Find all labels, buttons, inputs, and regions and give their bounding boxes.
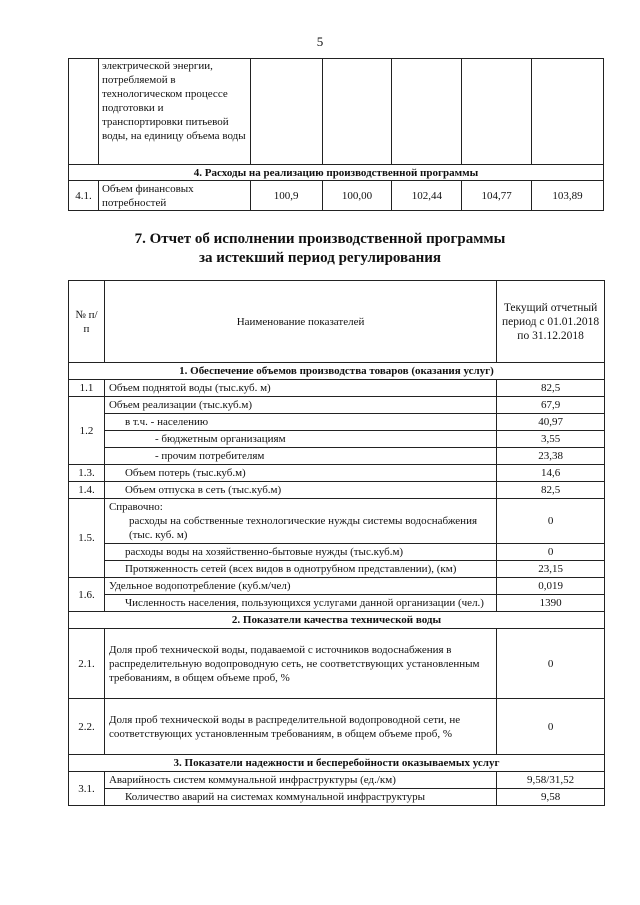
report-heading-line1: 7. Отчет об исполнении производственной программы xyxy=(134,231,506,247)
continued-indicator-text: электрической энергии, потребляемой в технологическом процессе подготовки и транспортировки питьевой воды, на единицу объема воды xyxy=(98,59,250,165)
value-cell: 67,9 xyxy=(497,397,605,414)
row-name: Удельное водопотребление (куб.м/чел) xyxy=(104,578,496,595)
table-row xyxy=(69,578,605,595)
section-3-title: 3. Показатели надежности и бесперебойности оказываемых услуг xyxy=(69,755,605,772)
row-number: 3.1. xyxy=(69,772,105,806)
table-row xyxy=(69,397,605,414)
report-table xyxy=(68,280,605,806)
row-number: 1.5. xyxy=(69,499,105,578)
page-number: 5 xyxy=(316,34,324,49)
report-heading-line2: за истекший период регулирования xyxy=(198,250,442,266)
row-name: Численность населения, пользующихся услугами данной организации (чел.) xyxy=(104,595,496,612)
row-number: 1.2 xyxy=(69,397,105,465)
value-cell: 40,97 xyxy=(497,414,605,431)
table-row xyxy=(69,59,604,165)
table-row xyxy=(69,629,605,699)
value-cell: 0 xyxy=(497,499,605,544)
row-name: Объем финансовых потребностей xyxy=(98,181,250,211)
header-period: Текущий отчетный период с 01.01.2018 по 31.12.2018 xyxy=(497,281,605,363)
row-number: 4.1. xyxy=(69,181,99,211)
table-row xyxy=(69,431,605,448)
table-row xyxy=(69,699,605,755)
value-cell: 14,6 xyxy=(497,465,605,482)
row-name: Количество аварий на системах коммунальной инфраструктуры xyxy=(104,789,496,806)
table-row xyxy=(69,595,605,612)
row-name: Объем поднятой воды (тыс.куб. м) xyxy=(104,380,496,397)
row-number: 2.2. xyxy=(69,699,105,755)
row-name: расходы воды на хозяйственно-бытовые нужды (тыс.куб.м) xyxy=(104,544,496,561)
table-row xyxy=(69,465,605,482)
value-cell: 0 xyxy=(497,544,605,561)
value-cell: 9,58/31,52 xyxy=(497,772,605,789)
value-cell: 3,55 xyxy=(497,431,605,448)
reference-label: Справочно: xyxy=(108,501,163,513)
table-row xyxy=(69,448,605,465)
value-cell: 1390 xyxy=(497,595,605,612)
header-name: Наименование показателей xyxy=(104,281,496,363)
value-cell: 102,44 xyxy=(392,181,462,211)
value-cell: 104,77 xyxy=(462,181,532,211)
value-cell: 23,38 xyxy=(497,448,605,465)
value-cell: 0 xyxy=(497,699,605,755)
row-name: Аварийность систем коммунальной инфраструктуры (ед./км) xyxy=(104,772,496,789)
table-row xyxy=(69,499,605,544)
row-number: 1.3. xyxy=(69,465,105,482)
row-name: в т.ч. - населению xyxy=(104,414,496,431)
table-row xyxy=(69,165,604,181)
value-cell: 9,58 xyxy=(497,789,605,806)
table-row xyxy=(69,482,605,499)
value-cell: 0 xyxy=(497,629,605,699)
section-4-title: 4. Расходы на реализацию производственной программы xyxy=(69,165,604,181)
table-row xyxy=(69,612,605,629)
row-number: 1.6. xyxy=(69,578,105,612)
row-number: 1.4. xyxy=(69,482,105,499)
table-row xyxy=(69,755,605,772)
section-2-title: 2. Показатели качества технической воды xyxy=(69,612,605,629)
row-number: 1.1 xyxy=(69,380,105,397)
value-cell: 100,00 xyxy=(322,181,392,211)
table-row xyxy=(69,789,605,806)
value-cell: 103,89 xyxy=(532,181,604,211)
table-row xyxy=(69,544,605,561)
row-name: Протяженность сетей (всех видов в однотрубном представлении), (км) xyxy=(104,561,496,578)
section-1-title: 1. Обеспечение объемов производства товаров (оказания услуг) xyxy=(69,363,605,380)
header-num: № п/п xyxy=(69,281,105,363)
row-number: 2.1. xyxy=(69,629,105,699)
value-cell: 100,9 xyxy=(250,181,322,211)
table-row xyxy=(69,363,605,380)
value-cell: 23,15 xyxy=(497,561,605,578)
table-row xyxy=(69,561,605,578)
row-name: Объем потерь (тыс.куб.м) xyxy=(104,465,496,482)
value-cell: 82,5 xyxy=(497,380,605,397)
header-row xyxy=(69,281,605,363)
value-cell: 0,019 xyxy=(497,578,605,595)
row-name: Доля проб технической воды в распределительной водопроводной сети, не соответствующих установленным требованиям, в общем объеме проб, % xyxy=(104,699,496,755)
table-row xyxy=(69,380,605,397)
value-cell: 82,5 xyxy=(497,482,605,499)
row-name: Объем реализации (тыс.куб.м) xyxy=(104,397,496,414)
table-row xyxy=(69,181,604,211)
row-name: Объем отпуска в сеть (тыс.куб.м) xyxy=(104,482,496,499)
table-row xyxy=(69,772,605,789)
row-name: - бюджетным организациям xyxy=(104,431,496,448)
previous-section-table xyxy=(68,58,604,211)
row-name: расходы на собственные технологические нужды системы водоснабжения (тыс. куб. м) xyxy=(128,515,478,541)
table-row xyxy=(69,414,605,431)
reference-block xyxy=(104,499,496,544)
row-name: Доля проб технической воды, подаваемой с источников водоснабжения в распределительную водопроводную сеть, не соответствующих установленным требованиям, в общем объеме проб, % xyxy=(104,629,496,699)
row-name: - прочим потребителям xyxy=(104,448,496,465)
